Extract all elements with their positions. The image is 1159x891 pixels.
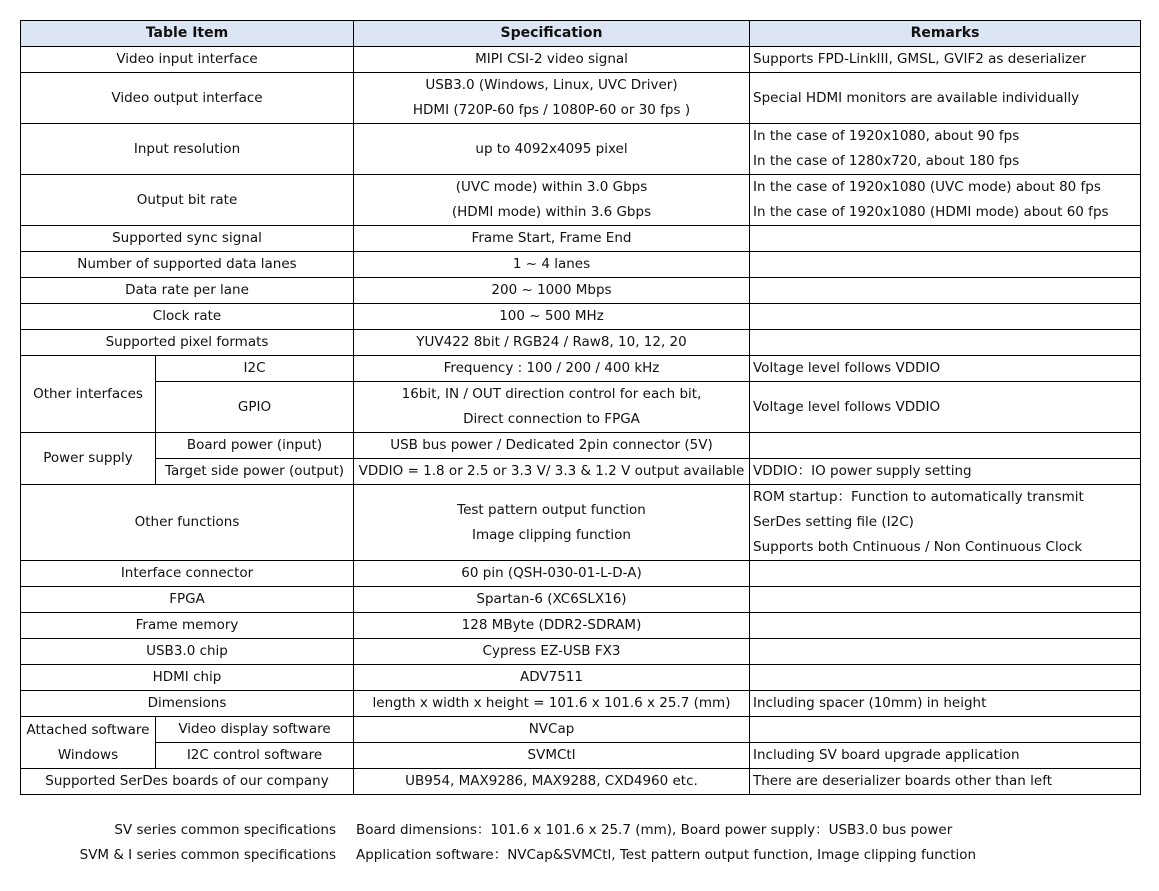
row-remarks: VDDIO：IO power supply setting [750, 459, 1141, 485]
table-row [21, 226, 1141, 252]
group-power-supply: Power supply [21, 433, 156, 485]
row-item: Video output interface [21, 73, 354, 124]
row-spec: NVCap [354, 717, 750, 743]
table-row [21, 382, 1141, 433]
row-spec: 1 ~ 4 lanes [354, 252, 750, 278]
row-remarks: In the case of 1920x1080, about 90 fps In the case of 1280x720, about 180 fps [750, 124, 1141, 175]
row-spec: 16bit, IN / OUT direction control for each bit, Direct connection to FPGA [354, 382, 750, 433]
table-row [21, 485, 1141, 561]
row-item: Input resolution [21, 124, 354, 175]
row-remarks [750, 639, 1141, 665]
row-remarks: Voltage level follows VDDIO [750, 356, 1141, 382]
footer-text: Board dimensions：101.6 x 101.6 x 25.7 (mm), Board power supply：USB3.0 bus power [356, 822, 953, 838]
row-remarks [750, 278, 1141, 304]
table-row [21, 639, 1141, 665]
row-spec: Frequency : 100 / 200 / 400 kHz [354, 356, 750, 382]
table-row [21, 73, 1141, 124]
row-item: Supported pixel formats [21, 330, 354, 356]
row-item: Number of supported data lanes [21, 252, 354, 278]
table-row [21, 613, 1141, 639]
row-item: Video input interface [21, 47, 354, 73]
row-spec: Spartan-6 (XC6SLX16) [354, 587, 750, 613]
row-remarks [750, 587, 1141, 613]
row-spec: length x width x height = 101.6 x 101.6 x 25.7 (mm) [354, 691, 750, 717]
table-row [21, 665, 1141, 691]
table-row [21, 47, 1141, 73]
row-remarks [750, 304, 1141, 330]
row-spec: MIPI CSI-2 video signal [354, 47, 750, 73]
table-row [21, 743, 1141, 769]
row-remarks: Including spacer (10mm) in height [750, 691, 1141, 717]
row-item: Dimensions [21, 691, 354, 717]
row-remarks: Voltage level follows VDDIO [750, 382, 1141, 433]
row-item: Supported sync signal [21, 226, 354, 252]
row-remarks: In the case of 1920x1080 (UVC mode) about 80 fps In the case of 1920x1080 (HDMI mode) about 60 fps [750, 175, 1141, 226]
row-spec: 60 pin (QSH-030-01-L-D-A) [354, 561, 750, 587]
row-remarks [750, 433, 1141, 459]
row-remarks [750, 561, 1141, 587]
row-remarks: There are deserializer boards other than left [750, 769, 1141, 795]
table-row [21, 717, 1141, 743]
specification-table [20, 20, 1141, 795]
row-item: HDMI chip [21, 665, 354, 691]
row-item: Supported SerDes boards of our company [21, 769, 354, 795]
row-item: Interface connector [21, 561, 354, 587]
row-spec: (UVC mode) within 3.0 Gbps (HDMI mode) within 3.6 Gbps [354, 175, 750, 226]
row-spec: USB bus power / Dedicated 2pin connector (5V) [354, 433, 750, 459]
row-remarks [750, 252, 1141, 278]
group-attached-software: Attached software Windows [21, 717, 156, 769]
row-subitem: I2C [156, 356, 354, 382]
header-row [21, 21, 1141, 47]
row-spec: Frame Start, Frame End [354, 226, 750, 252]
row-spec: 128 MByte (DDR2-SDRAM) [354, 613, 750, 639]
table-row [21, 587, 1141, 613]
row-spec: Cypress EZ-USB FX3 [354, 639, 750, 665]
table-row [21, 433, 1141, 459]
row-remarks: Including SV board upgrade application [750, 743, 1141, 769]
row-item: Clock rate [21, 304, 354, 330]
table-row [21, 252, 1141, 278]
row-item: Frame memory [21, 613, 354, 639]
footer-text: Application software：NVCap&SVMCtl, Test pattern output function, Image clipping function [356, 847, 977, 863]
row-remarks [750, 330, 1141, 356]
row-spec: Test pattern output function Image clipping function [354, 485, 750, 561]
row-spec: SVMCtl [354, 743, 750, 769]
row-item: USB3.0 chip [21, 639, 354, 665]
row-item: Output bit rate [21, 175, 354, 226]
row-remarks [750, 613, 1141, 639]
header-remarks: Remarks [750, 21, 1141, 47]
row-item: Data rate per lane [21, 278, 354, 304]
row-spec: UB954, MAX9286, MAX9288, CXD4960 etc. [354, 769, 750, 795]
table-row [21, 278, 1141, 304]
row-spec: 200 ~ 1000 Mbps [354, 278, 750, 304]
row-spec: up to 4092x4095 pixel [354, 124, 750, 175]
row-remarks [750, 226, 1141, 252]
table-row [21, 356, 1141, 382]
row-subitem: GPIO [156, 382, 354, 433]
row-spec: YUV422 8bit / RGB24 / Raw8, 10, 12, 20 [354, 330, 750, 356]
row-remarks: Special HDMI monitors are available individually [750, 73, 1141, 124]
row-spec: ADV7511 [354, 665, 750, 691]
row-subitem: Board power (input) [156, 433, 354, 459]
footer-label: SVM & I series common specifications [79, 847, 336, 863]
row-spec: 100 ~ 500 MHz [354, 304, 750, 330]
header-table-item: Table Item [21, 21, 354, 47]
table-row [21, 124, 1141, 175]
table-row [21, 304, 1141, 330]
row-item: FPGA [21, 587, 354, 613]
header-specification: Specification [354, 21, 750, 47]
row-subitem: Video display software [156, 717, 354, 743]
row-item: Other functions [21, 485, 354, 561]
group-other-interfaces: Other interfaces [21, 356, 156, 433]
row-spec: VDDIO = 1.8 or 2.5 or 3.3 V/ 3.3 & 1.2 V output available [354, 459, 750, 485]
row-remarks [750, 717, 1141, 743]
table-row [21, 769, 1141, 795]
row-remarks [750, 665, 1141, 691]
table-row [21, 561, 1141, 587]
table-row [21, 691, 1141, 717]
table-row [21, 175, 1141, 226]
row-subitem: Target side power (output) [156, 459, 354, 485]
footer-label: SV series common specifications [114, 822, 336, 838]
row-subitem: I2C control software [156, 743, 354, 769]
table-row [21, 330, 1141, 356]
row-remarks: Supports FPD-LinkIII, GMSL, GVIF2 as deserializer [750, 47, 1141, 73]
table-row [21, 459, 1141, 485]
row-remarks: ROM startup：Function to automatically transmit SerDes setting file (I2C) Supports both Cntinuous / Non Continuous Clock [750, 485, 1141, 561]
row-spec: USB3.0 (Windows, Linux, UVC Driver) HDMI (720P-60 fps / 1080P-60 or 30 fps ) [354, 73, 750, 124]
